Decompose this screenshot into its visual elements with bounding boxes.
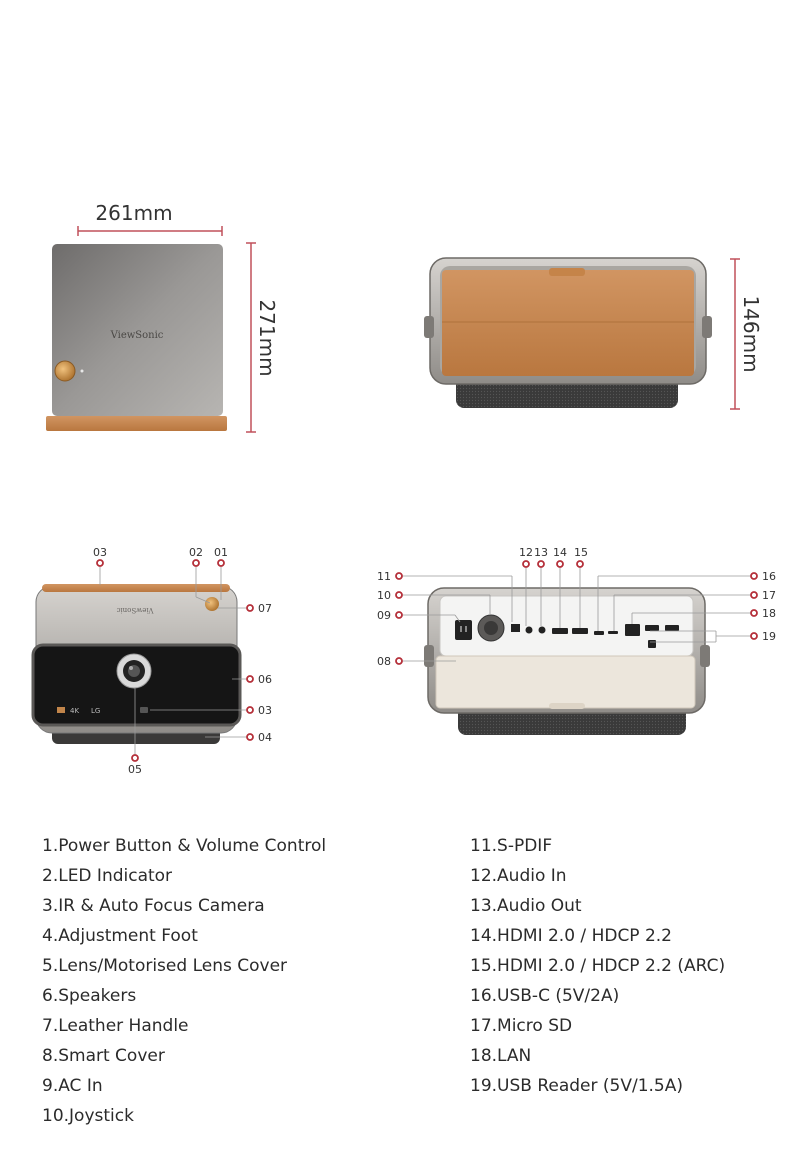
legend-item: 1.Power Button & Volume Control xyxy=(42,836,327,856)
callout-front-07: 07 xyxy=(258,602,272,615)
height-label: 146mm xyxy=(739,295,763,373)
top-logo: ViewSonic xyxy=(110,330,164,341)
callout-rear-17: 17 xyxy=(762,589,776,602)
callout-front-03-top: 03 xyxy=(93,546,107,559)
side-view xyxy=(424,258,763,409)
legend-item: 4.Adjustment Foot xyxy=(42,926,198,946)
legend-item: 11.S-PDIF xyxy=(470,836,553,856)
svg-text:LG: LG xyxy=(91,707,101,715)
legend-item: 16.USB-C (5V/2A) xyxy=(470,986,620,1006)
legend-item: 17.Micro SD xyxy=(470,1016,573,1036)
legend-item: 8.Smart Cover xyxy=(42,1046,165,1066)
callout-rear-14: 14 xyxy=(553,546,567,559)
lan-port-icon xyxy=(625,624,640,636)
side-leather-handle xyxy=(442,270,694,376)
legend-item: 13.Audio Out xyxy=(470,896,582,916)
legend-item: 3.IR & Auto Focus Camera xyxy=(42,896,265,916)
legend-left xyxy=(42,831,326,1131)
smart-cover xyxy=(436,656,695,708)
top-view xyxy=(46,201,279,432)
width-label: 261mm xyxy=(95,201,173,225)
legend-item: 19.USB Reader (5V/1.5A) xyxy=(470,1076,684,1096)
callout-front-02: 02 xyxy=(189,546,203,559)
legend-item: 5.Lens/Motorised Lens Cover xyxy=(42,956,288,976)
svg-text:ViewSonic: ViewSonic xyxy=(116,606,154,614)
callout-rear-11: 11 xyxy=(377,570,391,583)
power-knob-icon xyxy=(55,361,75,381)
legend-item: 10.Joystick xyxy=(42,1106,134,1126)
legend-item: 6.Speakers xyxy=(42,986,137,1006)
callout-front-01: 01 xyxy=(214,546,228,559)
leather-base xyxy=(46,416,227,431)
rear-view xyxy=(424,588,710,735)
callout-front-03: 03 xyxy=(258,704,272,717)
legend-item: 7.Leather Handle xyxy=(42,1016,189,1036)
ac-in-icon xyxy=(455,620,472,640)
callout-rear-10: 10 xyxy=(377,589,391,602)
legend-item: 18.LAN xyxy=(470,1046,532,1066)
callout-rear-18: 18 xyxy=(762,607,776,620)
callout-rear-09: 09 xyxy=(377,609,391,622)
callout-rear-13: 13 xyxy=(534,546,548,559)
svg-text:4K: 4K xyxy=(70,707,80,715)
callout-rear-08: 08 xyxy=(377,655,391,668)
legend-right xyxy=(470,831,725,1101)
callout-rear-15: 15 xyxy=(574,546,588,559)
callout-front-06: 06 xyxy=(258,673,272,686)
callout-front-05: 05 xyxy=(128,763,142,776)
callout-rear-12: 12 xyxy=(519,546,533,559)
legend-item: 12.Audio In xyxy=(470,866,567,886)
callout-front-04: 04 xyxy=(258,731,272,744)
depth-label: 271mm xyxy=(255,299,279,377)
callout-rear-19: 19 xyxy=(762,630,776,643)
legend-item: 2.LED Indicator xyxy=(42,866,173,886)
legend-item: 9.AC In xyxy=(42,1076,103,1096)
callout-rear-16: 16 xyxy=(762,570,776,583)
legend-item: 15.HDMI 2.0 / HDCP 2.2 (ARC) xyxy=(470,956,726,976)
front-view xyxy=(33,584,240,744)
legend-item: 14.HDMI 2.0 / HDCP 2.2 xyxy=(470,926,672,946)
